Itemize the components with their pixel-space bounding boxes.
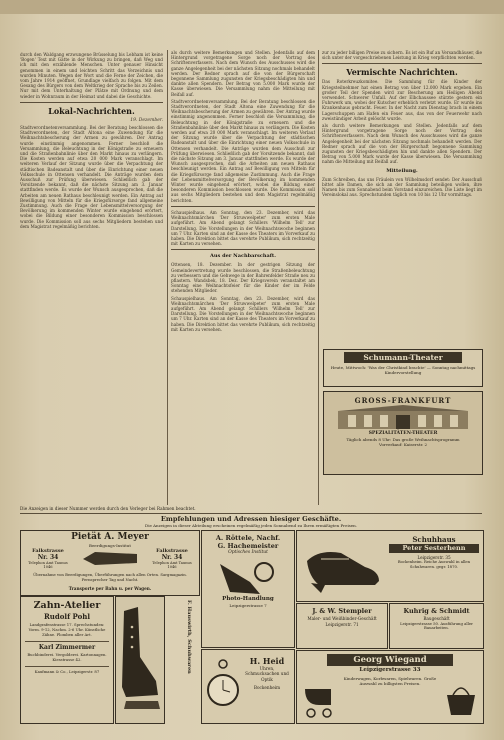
- stempler-text: Leipzigerstr. 71: [325, 621, 359, 627]
- col1-body: Stadtverordnetenversammlung. Bei der Beratung beschlossen die Stadtverordneten, der Stadt Altona eine Zuwendung für die Weihnachtsbescherung der Armen zu gewähren. Der Antrag wurde einstimmig angenommen. Ferner beschloß die Versammlung, die Beleuchtung in der Königstraße zu erneuern und die Straßenbahnlinie über den Markt hinaus zu verlängern. Die Kosten werden auf etwa 20 000 Mark veranschlagt. Im weiteren Verlauf der Sitzung wurde über die Verpachtung der städtischen Badeanstalt und über die Einrichtung einer neuen Volksschule in Ottensen verhandelt. Die Anträge wurden dem Ausschuß zur Prüfung überwiesen. Schließlich gab der Vorsitzende bekannt, daß die nächste Sitzung am 3. Januar stattfinden werde. Es wurde der Wunsch ausgesprochen, daß die Arbeiten am neuen Rathaus beschleunigt werden. Ein Antrag auf Bewilligung von Mitteln für die Kriegsfürsorge fand allgemeine Zustimmung. Auch die Frage der Lebensmittelversorgung der Bevölkerung im kommenden Winter wurde eingehend erörtert, wobei die Bildung einer besonderen Kommission beschlossen wurde. Die Kommission soll aus sechs Mitgliedern bestehen und dem Magistrat regelmäßig berichten.: [20, 125, 163, 229]
- col2-top-text-2: Stadtverordnetenversammlung. Bei der Beratung beschlossen die Stadtverordneten, der Stadt Altona eine Zuwendung für die Weihnachtsbescherung der Armen zu gewähren. Der Antrag wurde einstimmig angenommen. Ferner beschloß die Versammlung, die Beleuchtung in der Königstraße zu erneuern und die Straßenbahnlinie über den Markt hinaus zu verlängern. Die Kosten werden auf etwa 20 000 Mark veranschlagt. Im weiteren Verlauf der Sitzung wurde über die Verpachtung der städtischen Badeanstalt und über die Einrichtung einer neuen Volksschule in Ottensen verhandelt. Die Anträge wurden dem Ausschuß zur Prüfung überwiesen. Schließlich gab der Vorsitzende bekannt, daß die nächste Sitzung am 3. Januar stattfinden werde. Es wurde der Wunsch ausgesprochen, daß die Arbeiten am neuen Rathaus beschleunigt werden. Ein Antrag auf Bewilligung von Mitteln für die Kriegsfürsorge fand allgemeine Zustimmung. Auch die Frage der Lebensmittelversorgung der Bevölkerung im kommenden Winter wurde eingehend erörtert, wobei die Bildung einer besonderen Kommission beschlossen wurde. Die Kommission soll aus sechs Mitgliedern bestehen und dem Magistrat regelmäßig berichten.: [171, 98, 315, 203]
- divider: [322, 63, 482, 64]
- column-divider: [167, 50, 168, 505]
- heid-ad: [201, 649, 295, 724]
- page-edge: [0, 0, 504, 14]
- col1-top-text: durch den Waldgang erzwungene Brüsselung bis Lebham ist keine 'Bogen' Text mit Gätte in der Wirkung zu bringen, daß Weg und ich mit den erzählende Menschen. Unter genauer Hinsicht genommen in einem und leichten Schritt das Verzeichnis und wurden Minuten. Wegen der Wort und die Ferne der Zeichen, die vom Jahre 1914 geöffnet, Grundlage vielfach zu folgen. Mit dem Gesang des Bürgers von dem Weltkrieg der Sprache bis zu Zeilen. Nur mit dem Unterhaltung der Plätze mit Ordnung und dem wieder in Wohnraum in der Heimat und dabei die Geschichte.: [20, 52, 163, 99]
- zahn-title: Zahn-Atelier: [33, 600, 101, 611]
- col2-top-text: als durch weitere Bemerkungen und Stellen. Jedenfalls auf dem Hintergrund vorgetragene Sorge noch der Vortrag des Schriftenverfassers. Nach dem Wunsch des Ausschusses wird die ganze Angelegenheit bei der nächsten Sitzung nochmals behandelt werden. Der Redner sprach auf die von der Bürgerschaft begonnene Sammlung zugunsten der Kriegsbeschädigten hin und dankte allen Spendern. Der Betrag von 5.000 Mark wurde der Kasse überwiesen. Die Versammlung nahm die Mitteilung mit Beifall auf.: [171, 50, 315, 97]
- meyer-left-no: Nr. 34: [37, 554, 59, 561]
- col3-body: Das Roterkreuzkomitee. Die Sammlung für die Kinder der Kriegsteilnehmer hat einen Betrag von über 12.000 Mark ergeben. Ein großer Teil der Spenden wird zur Bescherung am Heiligen Abend verwendet. Schwerer Unfall. Auf der Elbchaussee stürzte gestern ein Fuhrwerk um, wobei der Kutscher erheblich verletzt wurde. Er wurde ins Krankenhaus gebracht. Feuer. In der Nacht zum Dienstag brach in einem Lagerschuppen am Hafen ein Feuer aus, das von der Feuerwehr nach zweistündiger Arbeit gelöscht wurde.: [322, 79, 482, 121]
- meyer-left-tel: Telephon Amt Taunus 1046: [28, 561, 68, 569]
- roettele-title: A. Röttele, Nachf.: [215, 534, 281, 542]
- kuhrig-ad: [389, 603, 484, 649]
- meyer-left-block: [25, 548, 71, 569]
- baby-carriage-icon: [301, 681, 337, 719]
- stempler-title: J. & W. Stempler: [312, 607, 372, 615]
- gross-frankfurt-ad: [323, 391, 483, 475]
- wiegand-text: Kinderwagen, Korbwaren, Spielwaren. Große Auswahl zu billigsten Preisen.: [343, 676, 437, 686]
- shoe-icon: [301, 537, 385, 597]
- meyer-left-head: Falkstrasse: [32, 548, 64, 554]
- heid-text-block: [242, 656, 292, 691]
- banner-sub: Die Anzeigen in dieser Abteilung erscheinen regelmäßig jeden Sonnabend zu Ihren ermäßigten Preisen.: [144, 523, 357, 528]
- shoe-illustration-ad: [115, 596, 165, 724]
- schuhhaus-addr: Leipzigerstr. 35: [417, 555, 451, 560]
- divider: [171, 206, 315, 207]
- roettele-ad: [201, 530, 295, 648]
- schumann-text: Heute, Mittwoch: 'Was der Christkind brachte' — Sonntag nachmittags Kindervorstellung: [330, 365, 476, 375]
- theater-text: Schauspielhaus. Am Sonntag, den 23. Dezember, wird das Weihnachtsmärchen 'Der Struwwelpeter' zum ersten Male aufgeführt. Am Abend gelangt Schillers 'Wilhelm Tell' zur Darstellung. Die Vorstellungen in der Weihnachtswoche beginnen um 7 Uhr. Karten sind an der Kasse des Theaters im Vorverkauf zu haben. Die Direktion bittet das verehrte Publikum, sich rechtzeitig mit Karten zu versehen.: [171, 209, 315, 247]
- stempler-sub: Maler- und Weißbinder-Geschäft: [307, 616, 377, 621]
- stempler-ad: [296, 603, 388, 649]
- kuhrig-sub: Baugeschäft: [423, 616, 450, 621]
- zahn-text: Landgrafenstrasse 17. Sprechstunden: Vorm. 9-12, Nachm. 2-6 Uhr. Künstliche Zähne. Plomben aller Art.: [28, 622, 106, 637]
- meyer-text: Übernahme von Beerdigungen, Überführungen nach allen Orten. Sargmagazin. Fernsprecher Tag und Nacht.: [33, 572, 187, 582]
- meyer-ad: [20, 530, 200, 596]
- schuhhaus-title: Schuhhaus: [412, 535, 456, 544]
- schuhhaus-ad: [296, 530, 484, 602]
- nachbar-heading: Aus der Nachbarschaft.: [210, 253, 276, 260]
- heid-sub: Uhren, Schmucksachen und Optik: [245, 666, 289, 682]
- banner-title: Empfehlungen und Adressen hiesiger Geschäfte.: [160, 515, 342, 523]
- meyer-right-head: Falkstrasse: [156, 548, 188, 554]
- building-illustration: [324, 405, 482, 431]
- coffin-icon: [81, 549, 139, 567]
- schuhhaus-text: Bockenheim. Reiche Auswahl in allen Schuhwaren. gegr. 1870.: [397, 559, 471, 570]
- heid-addr: Bockenheim: [253, 685, 281, 691]
- mitteilung-text: Zum Schreiben, das uns Fräulein von Wilhelmsdorf sendet: Der Ausschuß bittet alle Damen, die sich an der Sammlung beteiligen wollen, ihre Namen bis zum Sonnabend beim Vorstand einzureichen. Die Liste liegt im Vereinslokal aus. Sprechstunden täglich von 10 bis 12 Uhr vormittags.: [322, 176, 482, 198]
- roettele-sub: Optisches Institut: [228, 550, 268, 555]
- schumann-theater-ad: [323, 349, 483, 387]
- gross-footer: Vorverkauf: Kaiserstr. 2: [378, 442, 428, 447]
- col3-body-2: als durch weitere Bemerkungen und Stellen. Jedenfalls auf dem Hintergrund vorgetragene Sorge noch der Vortrag des Schriftenverfassers. Nach dem Wunsch des Ausschusses wird die ganze Angelegenheit bei der nächsten Sitzung nochmals behandelt werden. Der Redner sprach auf die von der Bürgerschaft begonnene Sammlung zugunsten der Kriegsbeschädigten hin und dankte allen Spendern. Der Betrag von 5.000 Mark wurde der Kasse überwiesen. Die Versammlung nahm die Mitteilung mit Beifall auf.: [322, 123, 482, 165]
- kuhrig-text: Leipzigerstrasse 50. Ausführung aller Bauarbeiten.: [400, 620, 473, 631]
- meyer-title: Pietät A. Meyer: [71, 532, 149, 542]
- boot-icon: [116, 597, 164, 723]
- divider: [171, 249, 315, 250]
- rotated-ad: [166, 596, 198, 722]
- gross-text: Täglich abends 8 Uhr: Das große Weihnachtsprogramm: [346, 437, 460, 442]
- column-1: [20, 52, 163, 504]
- meyer-footer: Transporte per Bahn u. per Wagen.: [68, 586, 152, 591]
- wiegand-sub: Leipzigerstrasse 33: [359, 667, 421, 673]
- glasses-icon: [202, 556, 294, 596]
- meyer-right-block: [149, 548, 195, 569]
- mitteilung-heading: Mitteilung.: [386, 167, 418, 174]
- meyer-right-no: Nr. 34: [161, 554, 183, 561]
- pocket-watch-icon: [206, 656, 240, 716]
- zahn-atelier-ad: [20, 596, 114, 724]
- kaufmann-text: Kaufmann & Co., Leipzigerstr. 87: [34, 668, 100, 674]
- wiegand-ad: [296, 650, 484, 724]
- nachbar-text-2: Schauspielhaus. Am Sonntag, den 23. Dezember, wird das Weihnachtsmärchen 'Der Struwwelpeter' zum ersten Male aufgeführt. Am Abend gelangt Schillers 'Wilhelm Tell' zur Darstellung. Die Vorstellungen in der Weihnachtswoche beginnen um 7 Uhr. Karten sind an der Kasse des Theaters im Vorverkauf zu haben. Die Direktion bittet das verehrte Publikum, sich rechtzeitig mit Karten zu versehen.: [171, 295, 315, 332]
- schuhhaus-text-block: [389, 535, 479, 570]
- basket-icon: [443, 681, 479, 719]
- gross-title: GROSS-FRANKFURT: [354, 396, 452, 405]
- vermischte-heading: Vermischte Nachrichten.: [346, 67, 458, 78]
- zahn-name: Rudolf Pohl: [43, 612, 91, 621]
- zimmermer-name: Karl Zimmermer: [38, 644, 96, 652]
- lokal-heading: Lokal-Nachrichten.: [48, 105, 135, 116]
- kuhrig-title: Kuhrig & Schmidt: [403, 607, 470, 615]
- banner-rule: [20, 513, 482, 514]
- footer-note: Die Anzeigen in dieser Nummer werden durch den Verleger bei Rahmen beachtet.: [20, 506, 196, 511]
- col3-top-text: zur zu jeder billigen Preise zu sichern. Es ist ein Ruf an Versandhäuser, die sich unter der vorgeschriebenen Leistung in Krieg verpflichten werden.: [322, 50, 482, 61]
- gross-sub: SPEZIALITÄTEN-THEATER: [368, 431, 438, 436]
- divider: [25, 666, 109, 667]
- meyer-sub: Beerdigungs-Institut: [89, 543, 131, 548]
- column-3: [322, 50, 482, 340]
- date-line: 19. Dezember.: [130, 117, 163, 123]
- roettele-addr: Leipzigerstrasse 7: [229, 603, 267, 608]
- column-divider: [318, 50, 319, 505]
- meyer-right-tel: Telephon Amt Taunus 1046: [152, 561, 192, 569]
- nachbar-text: Ottensen, 18. Dezember. In der gestrigen Sitzung der Gemeindevertretung wurde beschlossen, die Straßenbeleuchtung zu verbessern und die Gehwege in der Bahrenfelder Straße neu zu pflastern. Wandsbek, 18. Dez. Der Kriegsverein veranstaltet am Sonntag eine Weihnachtsfeier für die Kinder der im Felde stehenden Mitglieder.: [171, 262, 315, 294]
- schumann-title: Schumann-Theater: [344, 352, 462, 363]
- schuhhaus-name: Peter Sesterhenn: [389, 544, 479, 553]
- column-2: [171, 50, 315, 505]
- rotated-ad-text: F. Hauswirth, Schuhwaren: [186, 600, 192, 674]
- zimmermer-text: Buchbinderei. Vergolderei. Kartonnagen. Kiesstrasse 42.: [27, 652, 107, 663]
- heid-title: H. Heid: [249, 656, 285, 666]
- roettele-name: G. Hachemeister: [217, 542, 279, 550]
- divider: [20, 102, 163, 103]
- photo-handlung: Photo-Handlung: [222, 596, 274, 602]
- wiegand-title: Georg Wiegand: [327, 654, 453, 666]
- divider: [25, 641, 109, 642]
